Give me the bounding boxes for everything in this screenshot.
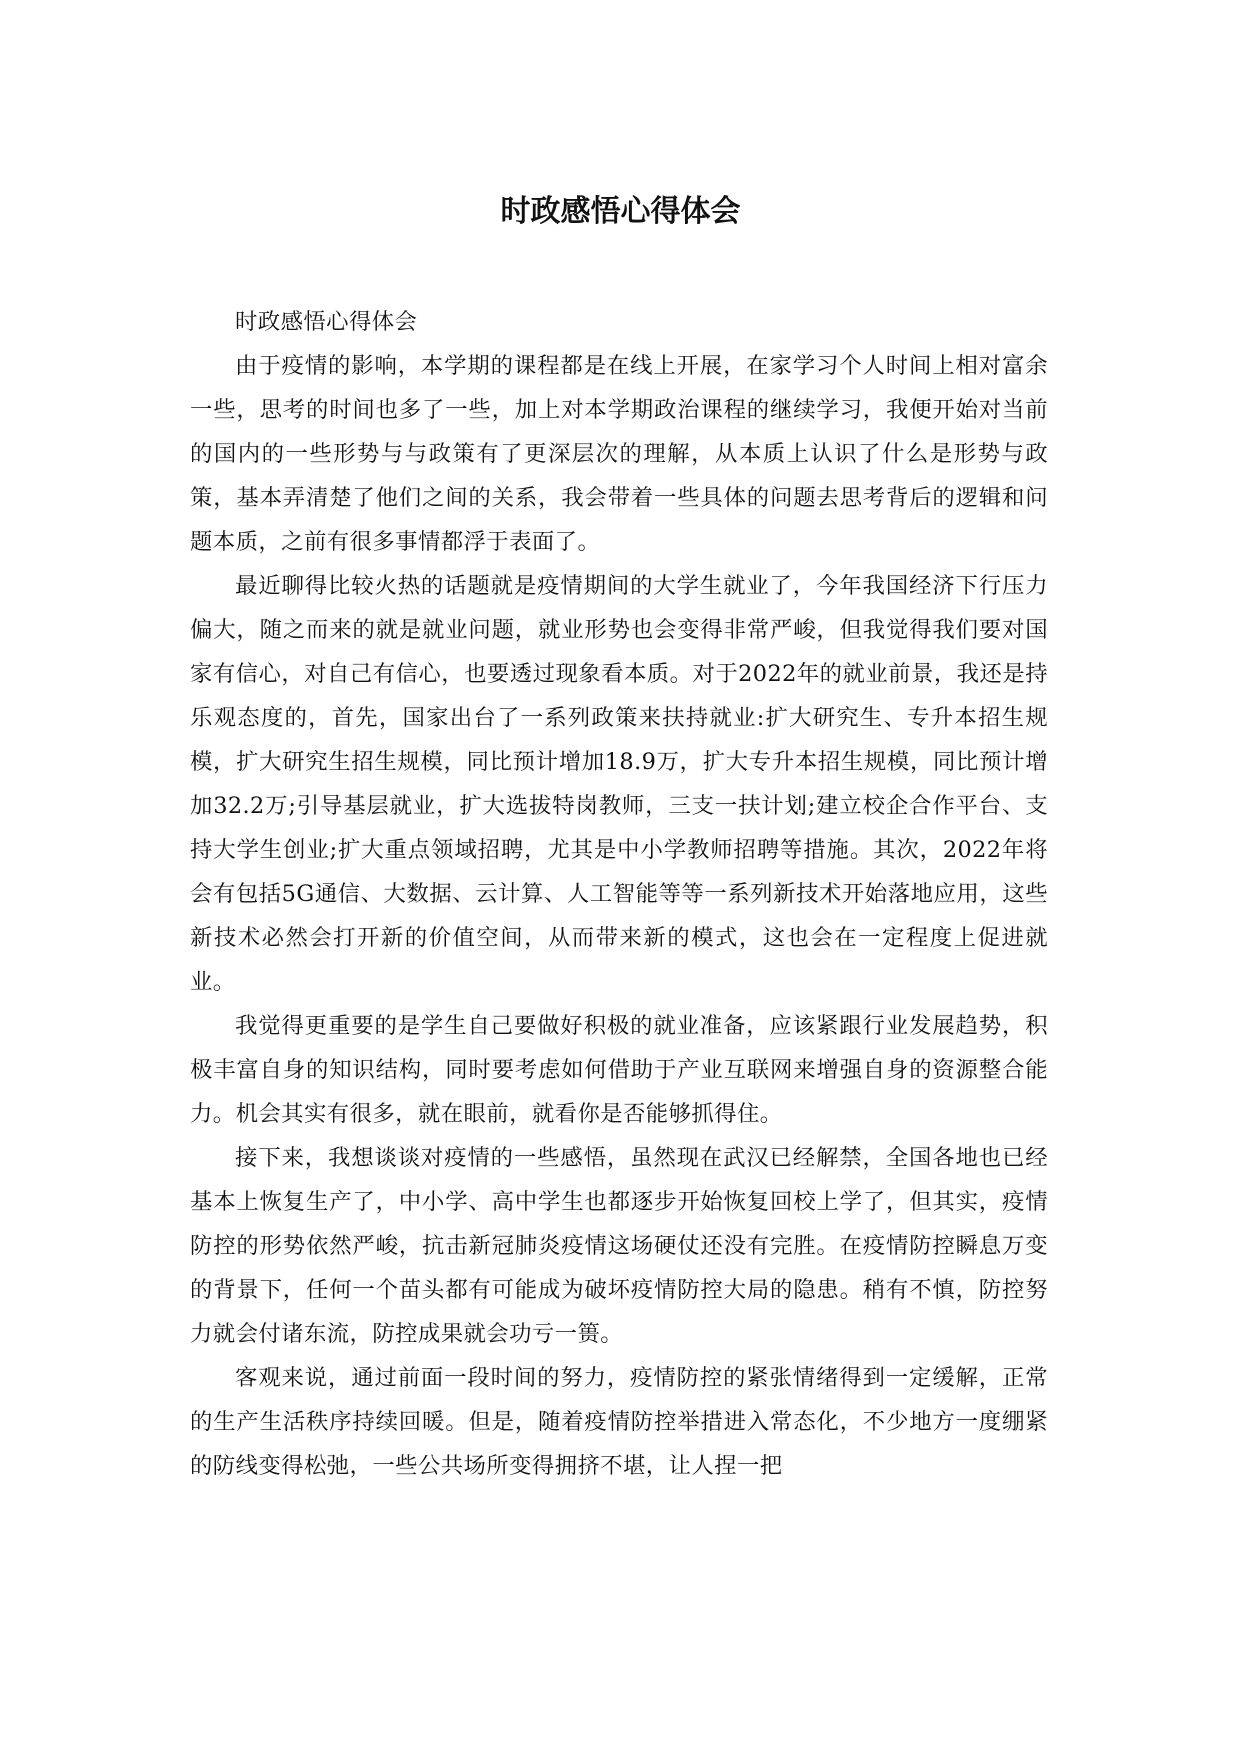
paragraph-objective: 客观来说，通过前面一段时间的努力，疫情防控的紧张情绪得到一定缓解，正常的生产生活秩序持续回暖。但是，随着疫情防控举措进入常态化，不少地方一度绷紧的防线变得松弛，一些公共场所变得拥挤不堪，让人捏一把 — [190, 1365, 1048, 1479]
paragraph-employment: 最近聊得比较火热的话题就是疫情期间的大学生就业了，今年我国经济下行压力偏大，随之而来的就是就业问题，就业形势也会变得非常严峻，但我觉得我们要对国家有信心，对自己有信心，也要透过现象看本质。对于2022年的就业前景，我还是持乐观态度的，首先，国家出台了一系列政策来扶持就业:扩大研究生、专升本招生规模，扩大研究生招生规模，同比预计增加18.9万，扩大专升本招生规模，同比预计增加32.2万;引导基层就业，扩大选拔特岗教师，三支一扶计划;建立校企合作平台、支持大学生创业;扩大重点领域招聘，尤其是中小学教师招聘等措施。其次，2022年将会有包括5G通信、大数据、云计算、人工智能等等一系列新技术开始落地应用，这些新技术必然会打开新的价值空间，从而带来新的模式，这也会在一定程度上促进就业。 — [190, 573, 1048, 995]
document-body — [190, 300, 1048, 1488]
paragraph-subtitle: 时政感悟心得体会 — [235, 309, 418, 335]
paragraph-preparation: 我觉得更重要的是学生自己要做好积极的就业准备，应该紧跟行业发展趋势，积极丰富自身的知识结构，同时要考虑如何借助于产业互联网来增强自身的资源整合能力。机会其实有很多，就在眼前，就看你是否能够抓得住。 — [190, 1013, 1048, 1127]
paragraph-intro: 由于疫情的影响，本学期的课程都是在线上开展，在家学习个人时间上相对富余一些，思考的时间也多了一些，加上对本学期政治课程的继续学习，我便开始对当前的国内的一些形势与与政策有了更深层次的理解，从本质上认识了什么是形势与政策，基本弄清楚了他们之间的关系，我会带着一些具体的问题去思考背后的逻辑和问题本质，之前有很多事情都浮于表面了。 — [190, 353, 1048, 555]
paragraph-epidemic: 接下来，我想谈谈对疫情的一些感悟，虽然现在武汉已经解禁，全国各地也已经基本上恢复生产了，中小学、高中学生也都逐步开始恢复回校上学了，但其实，疫情防控的形势依然严峻，抗击新冠肺炎疫情这场硬仗还没有完胜。在疫情防控瞬息万变的背景下，任何一个苗头都有可能成为破坏疫情防控大局的隐患。稍有不慎，防控努力就会付诸东流，防控成果就会功亏一篑。 — [190, 1145, 1048, 1347]
document-title: 时政感悟心得体会 — [500, 194, 741, 229]
